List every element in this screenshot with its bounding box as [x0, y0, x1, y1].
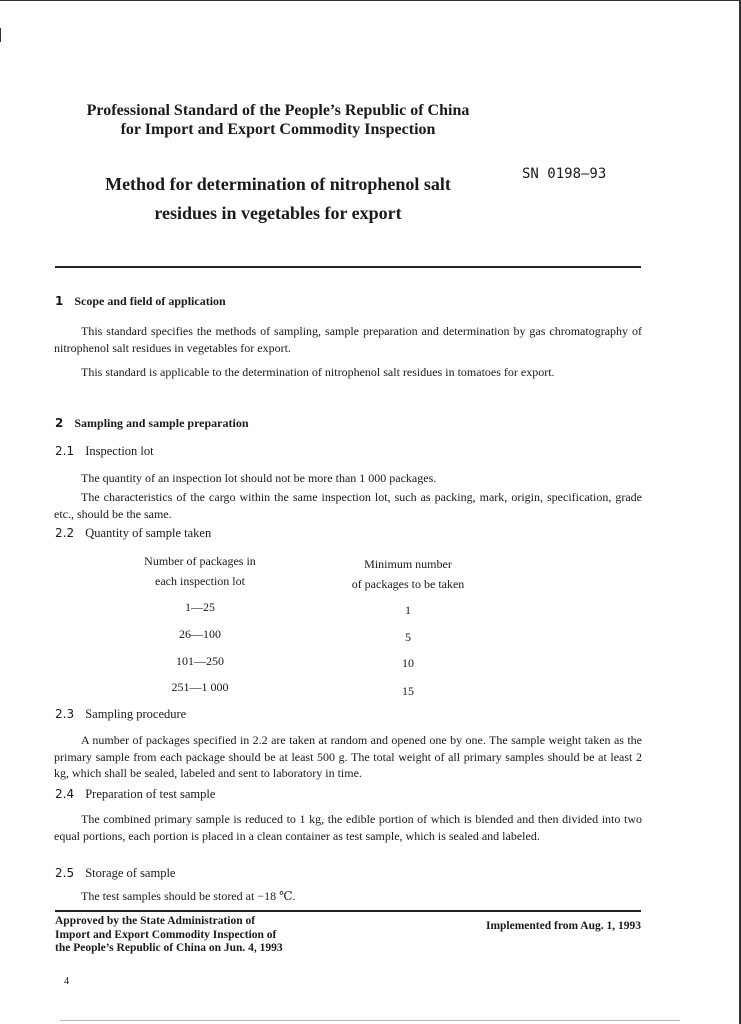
section-title: Scope and field of application	[74, 294, 226, 308]
section-1-paragraph-2: This standard is applicable to the determination of nitrophenol salt residues in tomatoes for export.	[81, 365, 555, 379]
subsection-2-4-heading	[55, 787, 215, 802]
subsection-2-1-paragraph-2: The characteristics of the cargo within the same inspection lot, such as packing, mark, origin, specification, grade etc., should be the same.	[54, 490, 642, 521]
subsection-2-4-paragraph-1: The combined primary sample is reduced to 1 kg, the edible portion of which is blended and then divided into two equal portions, each portion is placed in a clean container as test sample, which is sealed and labeled.	[54, 812, 642, 843]
document-title-line1: Method for determination of nitrophenol salt	[105, 174, 451, 194]
footer-divider	[55, 910, 641, 912]
subsection-number: 2.2	[55, 526, 75, 540]
table-cell-range: 1—25	[185, 600, 215, 614]
section-1-paragraph-1: This standard specifies the methods of sampling, sample preparation and determination by gas chromatography of nitrophenol salt residues in vegetables for export.	[54, 324, 642, 355]
approval-line-1: Approved by the State Administration of	[55, 915, 256, 927]
section-1-heading	[55, 294, 226, 309]
subsection-title: Preparation of test sample	[85, 787, 216, 801]
scan-border-left	[0, 28, 1, 42]
section-number: 1	[55, 294, 64, 308]
subsection-2-5-heading	[55, 866, 175, 881]
subsection-2-2-heading	[55, 526, 211, 541]
subsection-2-3-paragraph-1: A number of packages specified in 2.2 are taken at random and opened one by one. The sample weight taken as the primary sample from each package should be at least 500 g. The total weight of all primary samples should be at least 2 kg, which shall be sealed, labeled and sent to laboratory in time.	[54, 733, 642, 780]
section-2-heading	[55, 416, 249, 431]
standard-header-line1: Professional Standard of the People’s Republic of China	[86, 102, 470, 119]
title-divider	[55, 266, 641, 268]
table-cell-range: 251—1 000	[171, 680, 229, 694]
subsection-number: 2.5	[55, 866, 75, 880]
subsection-title: Storage of sample	[85, 866, 176, 880]
table-cell-min: 5	[405, 630, 411, 644]
subsection-2-1-heading	[55, 444, 154, 459]
scan-artifact-bottom	[60, 1020, 680, 1021]
implementation-date: Implemented from Aug. 1, 1993	[485, 920, 641, 932]
subsection-title: Sampling procedure	[85, 707, 187, 721]
standard-header-line2: for Import and Export Commodity Inspection	[120, 121, 436, 138]
table-header-col1-line1: Number of packages in	[144, 554, 256, 568]
subsection-number: 2.4	[55, 787, 75, 801]
subsection-2-3-heading	[55, 707, 186, 722]
scan-border-top	[0, 0, 741, 1]
document-title-line2: residues in vegetables for export	[154, 203, 402, 223]
subsection-2-5-paragraph-1: The test samples should be stored at −18 ℃.	[81, 889, 296, 903]
page-number: 4	[64, 976, 69, 987]
table-cell-min: 10	[402, 656, 414, 670]
table-cell-min: 1	[405, 603, 411, 617]
table-header-col2-line1: Minimum number	[364, 557, 452, 571]
subsection-title: Inspection lot	[85, 444, 154, 458]
subsection-2-1-paragraph-1: The quantity of an inspection lot should not be more than 1 000 packages.	[81, 471, 437, 485]
table-cell-range: 101—250	[176, 654, 224, 668]
standard-code: SN 0198—93	[522, 166, 607, 182]
section-title: Sampling and sample preparation	[74, 416, 249, 430]
table-header-col1-line2: each inspection lot	[155, 574, 245, 588]
subsection-number: 2.3	[55, 707, 75, 721]
table-cell-min: 15	[402, 684, 414, 698]
subsection-number: 2.1	[55, 444, 75, 458]
table-cell-range: 26—100	[179, 627, 221, 641]
approval-notice	[55, 915, 283, 956]
approval-line-3: the People’s Republic of China on Jun. 4, 1993	[55, 942, 283, 954]
subsection-title: Quantity of sample taken	[85, 526, 212, 540]
table-header-col2-line2: of packages to be taken	[351, 577, 465, 591]
approval-line-2: Import and Export Commodity Inspection of	[55, 928, 277, 941]
section-number: 2	[55, 416, 64, 430]
